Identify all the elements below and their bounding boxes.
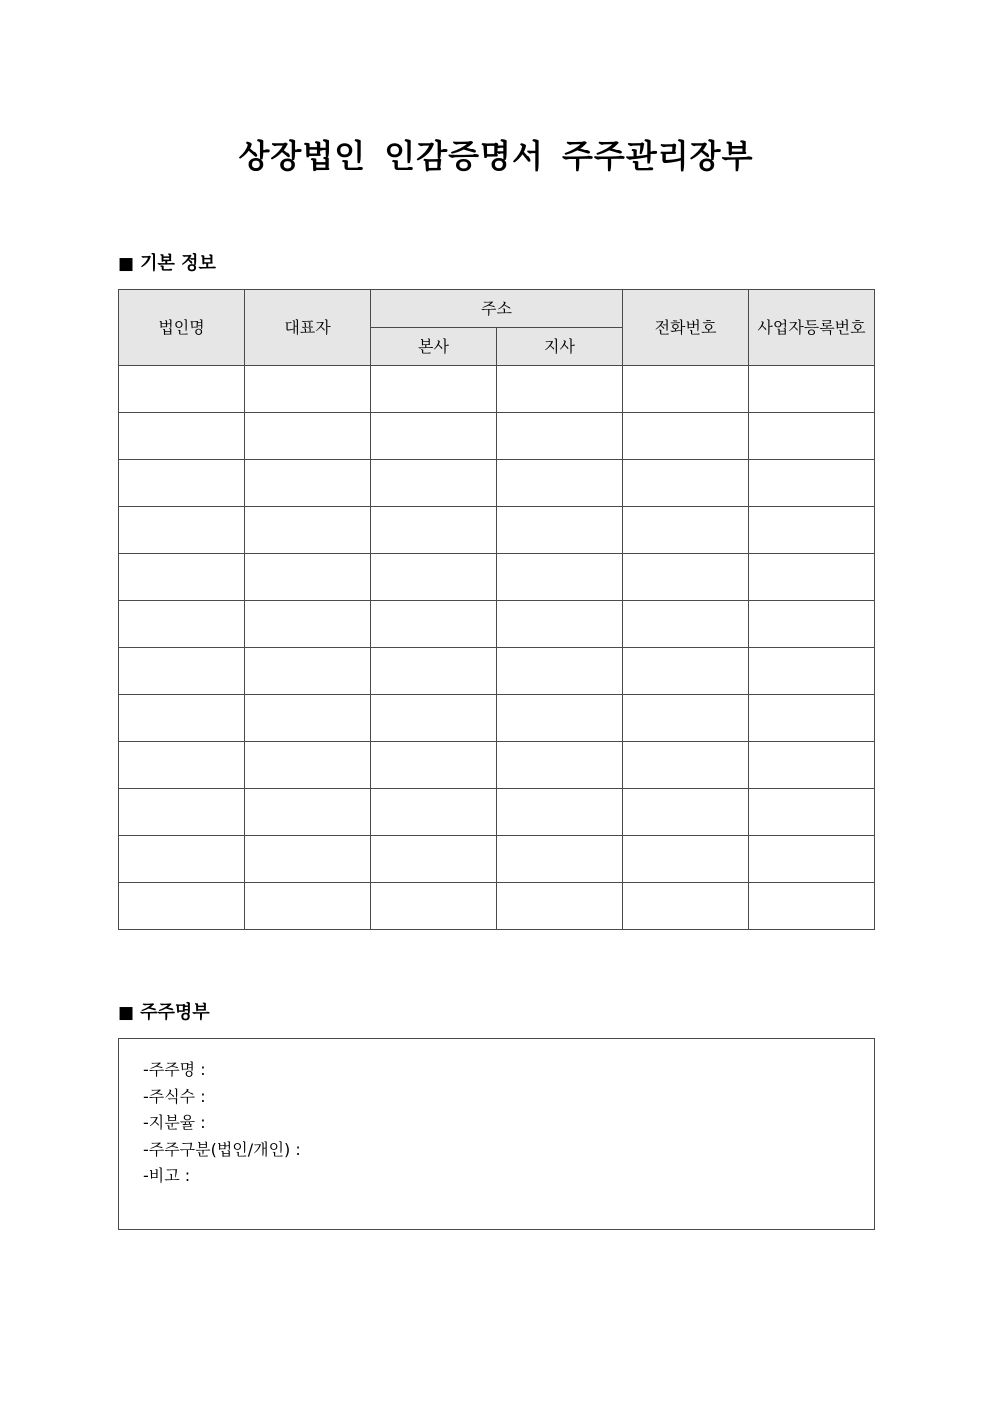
table-cell[interactable] — [497, 836, 623, 883]
table-cell[interactable] — [245, 789, 371, 836]
table-cell[interactable] — [749, 742, 875, 789]
header-corp-name: 법인명 — [119, 290, 245, 366]
table-cell[interactable] — [119, 789, 245, 836]
table-cell[interactable] — [623, 460, 749, 507]
square-bullet-icon: ■ — [118, 254, 135, 274]
header-representative: 대표자 — [245, 290, 371, 366]
table-cell[interactable] — [623, 554, 749, 601]
table-row — [119, 883, 875, 930]
header-address-head-office: 본사 — [371, 328, 497, 366]
shareholder-field-list — [143, 1057, 301, 1190]
table-cell[interactable] — [623, 742, 749, 789]
table-cell[interactable] — [245, 366, 371, 413]
table-cell[interactable] — [749, 883, 875, 930]
header-business-reg-no: 사업자등록번호 — [749, 290, 875, 366]
table-row — [119, 507, 875, 554]
table-cell[interactable] — [245, 507, 371, 554]
table-cell[interactable] — [119, 413, 245, 460]
header-phone: 전화번호 — [623, 290, 749, 366]
table-cell[interactable] — [119, 366, 245, 413]
header-address: 주소 — [371, 290, 623, 328]
page-title: 상장법인 인감증명서 주주관리장부 — [238, 137, 754, 175]
table-row — [119, 789, 875, 836]
shareholder-field: -지분율 : — [143, 1113, 206, 1132]
table-cell[interactable] — [497, 601, 623, 648]
shareholder-field: -주주구분(법인/개인) : — [143, 1139, 301, 1159]
table-cell[interactable] — [371, 413, 497, 460]
table-cell[interactable] — [371, 883, 497, 930]
table-cell[interactable] — [119, 695, 245, 742]
table-cell[interactable] — [119, 742, 245, 789]
table-cell[interactable] — [749, 601, 875, 648]
header-address-branch: 지사 — [497, 328, 623, 366]
table-cell[interactable] — [623, 789, 749, 836]
table-cell[interactable] — [119, 883, 245, 930]
table-cell[interactable] — [119, 554, 245, 601]
table-cell[interactable] — [497, 883, 623, 930]
table-cell[interactable] — [371, 507, 497, 554]
table-cell[interactable] — [623, 648, 749, 695]
table-cell[interactable] — [623, 836, 749, 883]
table-cell[interactable] — [749, 507, 875, 554]
table-cell[interactable] — [749, 789, 875, 836]
table-cell[interactable] — [119, 601, 245, 648]
table-cell[interactable] — [749, 648, 875, 695]
table-cell[interactable] — [245, 460, 371, 507]
table-cell[interactable] — [245, 836, 371, 883]
section-heading-basic-info — [118, 252, 216, 276]
table-cell[interactable] — [119, 460, 245, 507]
table-cell[interactable] — [497, 648, 623, 695]
table-cell[interactable] — [245, 554, 371, 601]
table-cell[interactable] — [371, 554, 497, 601]
table-row — [119, 742, 875, 789]
table-cell[interactable] — [371, 460, 497, 507]
table-cell[interactable] — [371, 836, 497, 883]
table-row — [119, 460, 875, 507]
table-row — [119, 413, 875, 460]
table-cell[interactable] — [245, 601, 371, 648]
table-cell[interactable] — [371, 742, 497, 789]
shareholder-field: -주식수 : — [143, 1086, 206, 1106]
table-cell[interactable] — [497, 695, 623, 742]
table-cell[interactable] — [749, 366, 875, 413]
table-cell[interactable] — [119, 648, 245, 695]
table-cell[interactable] — [245, 742, 371, 789]
table-row — [119, 695, 875, 742]
table-cell[interactable] — [749, 836, 875, 883]
shareholder-field: -비고 : — [143, 1166, 191, 1185]
table-cell[interactable] — [245, 695, 371, 742]
table-row — [119, 836, 875, 883]
table-row — [119, 366, 875, 413]
table-row — [119, 554, 875, 601]
table-cell[interactable] — [623, 413, 749, 460]
table-cell[interactable] — [497, 789, 623, 836]
table-cell[interactable] — [749, 413, 875, 460]
table-cell[interactable] — [119, 507, 245, 554]
table-cell[interactable] — [623, 507, 749, 554]
table-row — [119, 601, 875, 648]
table-cell[interactable] — [749, 554, 875, 601]
table-cell[interactable] — [245, 413, 371, 460]
table-cell[interactable] — [497, 460, 623, 507]
table-cell[interactable] — [371, 695, 497, 742]
table-cell[interactable] — [497, 366, 623, 413]
basic-info-table — [118, 289, 875, 930]
table-cell[interactable] — [119, 836, 245, 883]
table-cell[interactable] — [371, 648, 497, 695]
shareholder-register-box — [118, 1038, 875, 1230]
table-cell[interactable] — [371, 601, 497, 648]
table-cell[interactable] — [623, 601, 749, 648]
table-cell[interactable] — [245, 883, 371, 930]
table-cell[interactable] — [623, 883, 749, 930]
table-cell[interactable] — [623, 695, 749, 742]
section-heading-label: 기본 정보 — [140, 253, 216, 274]
section-heading-label: 주주명부 — [140, 1002, 210, 1023]
table-cell[interactable] — [371, 366, 497, 413]
table-cell[interactable] — [497, 742, 623, 789]
shareholder-field: -주주명 : — [143, 1060, 206, 1079]
table-cell[interactable] — [749, 460, 875, 507]
table-cell[interactable] — [371, 789, 497, 836]
section-heading-shareholders — [118, 1001, 210, 1025]
table-cell[interactable] — [623, 366, 749, 413]
table-cell[interactable] — [245, 648, 371, 695]
table-cell[interactable] — [497, 413, 623, 460]
table-cell[interactable] — [497, 554, 623, 601]
table-cell[interactable] — [749, 695, 875, 742]
basic-info-table-body — [119, 366, 875, 930]
table-cell[interactable] — [497, 507, 623, 554]
square-bullet-icon: ■ — [118, 1003, 135, 1023]
table-row — [119, 648, 875, 695]
